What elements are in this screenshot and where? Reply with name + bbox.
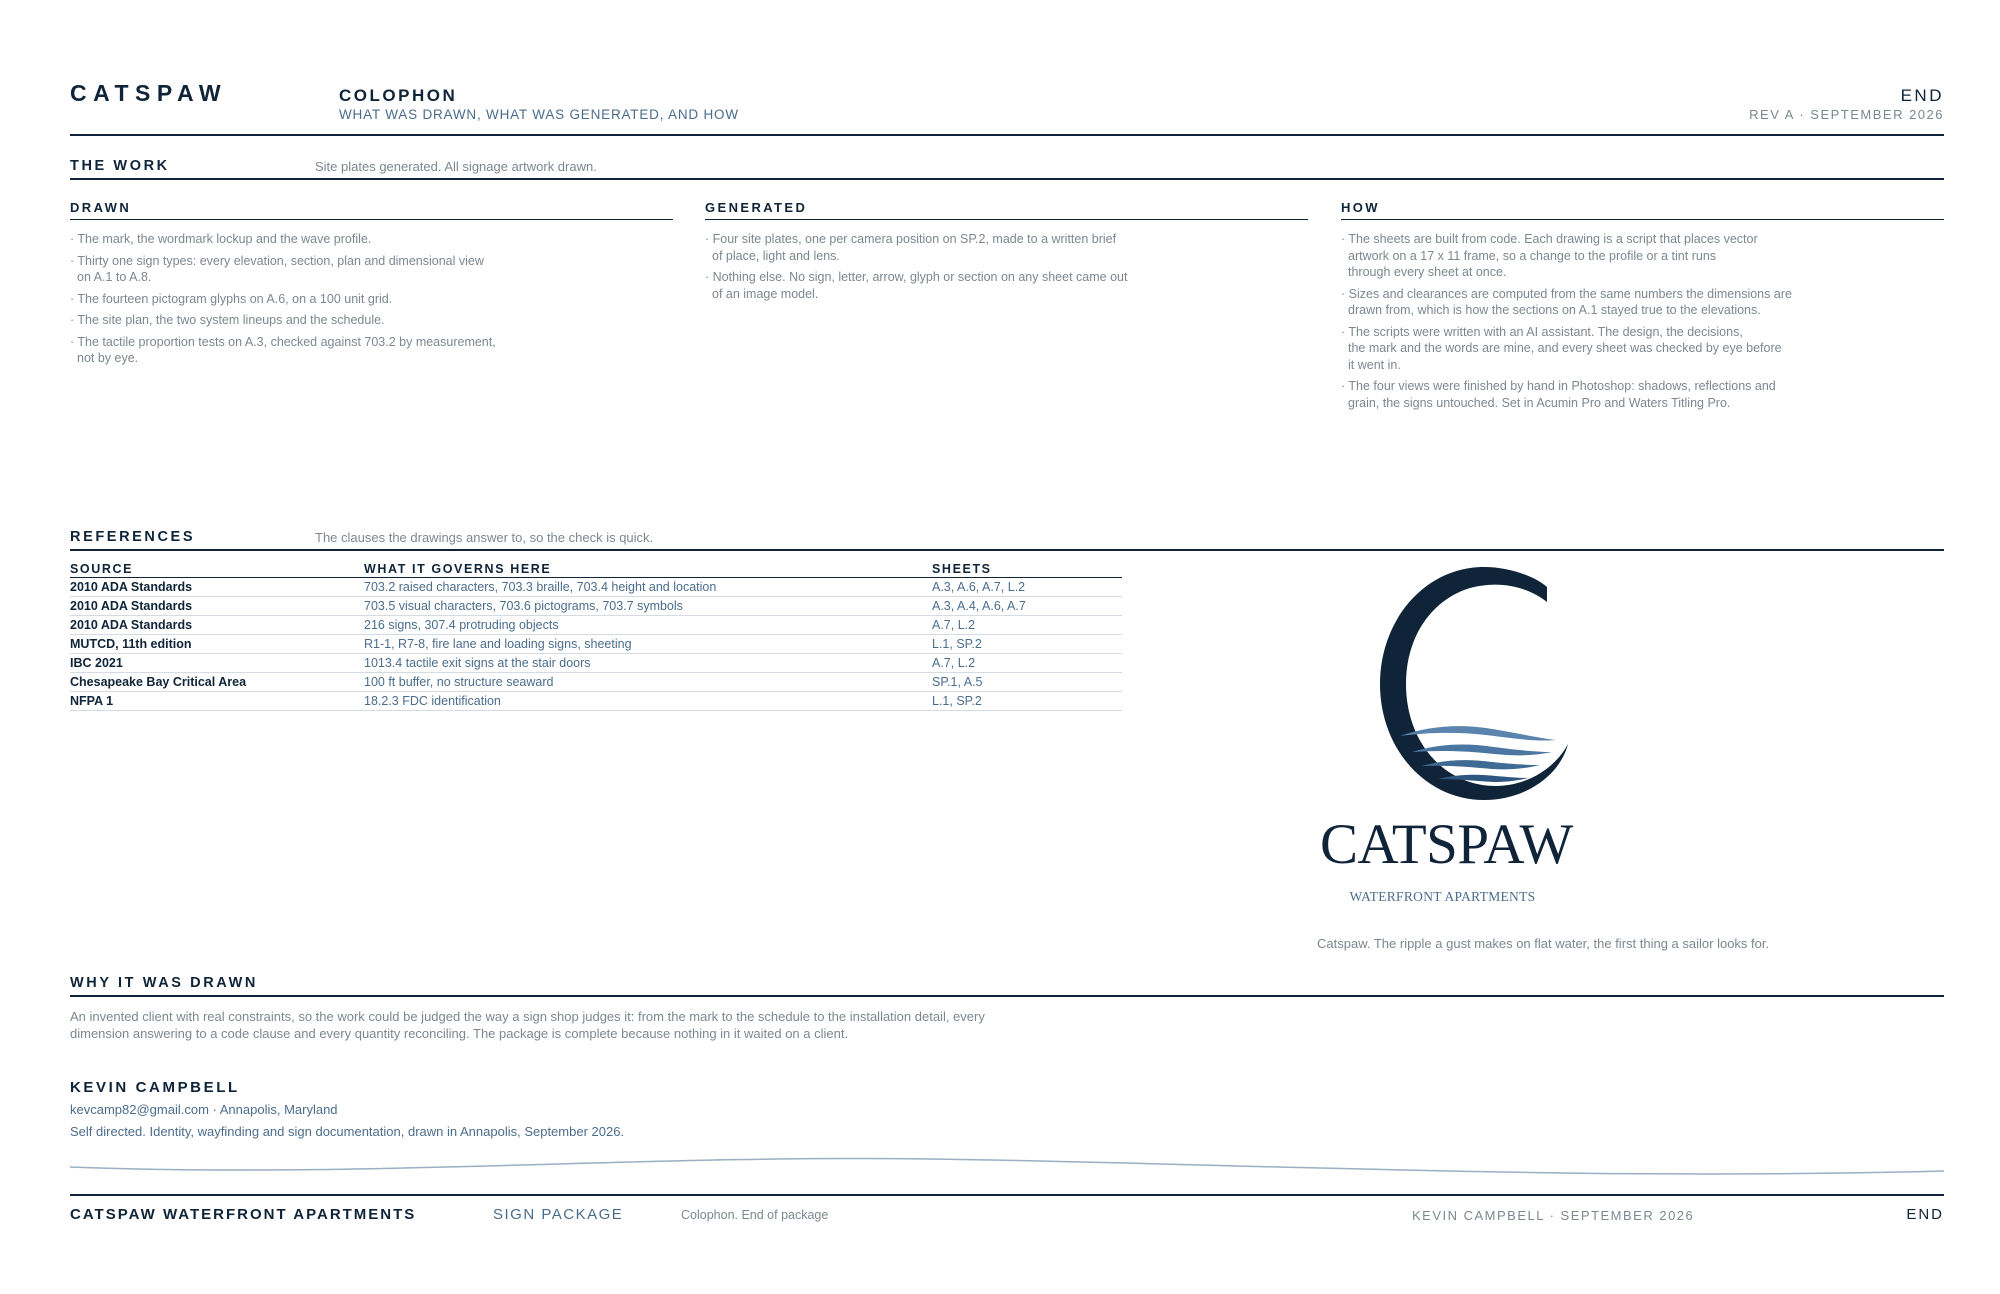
column-header-source: SOURCE (70, 562, 364, 578)
footer-note: Colophon. End of package (681, 1208, 829, 1222)
the-work-note: Site plates generated. All signage artwork drawn. (315, 159, 597, 174)
footer-project-title: CATSPAW WATERFRONT APARTMENTS (70, 1206, 417, 1223)
drawn-column (70, 200, 673, 372)
list-item: · The fourteen pictogram glyphs on A.6, on a 100 unit grid. (70, 291, 393, 306)
logo-wave (1400, 726, 1556, 740)
table-row (70, 654, 1122, 673)
references-table (70, 562, 1122, 711)
author-contact: kevcamp82@gmail.com · Annapolis, Maryland (70, 1102, 338, 1117)
sheets-cell: A.7, L.2 (932, 654, 1122, 673)
references-rule (70, 549, 1944, 551)
logo-tagline: WATERFRONT APARTMENTS (1349, 889, 1536, 904)
governs-cell: 703.2 raised characters, 703.3 braille, 703.4 height and location (364, 578, 932, 597)
table-header-row (70, 562, 1122, 578)
author-name: KEVIN CAMPBELL (70, 1079, 240, 1096)
source-cell: NFPA 1 (70, 692, 364, 711)
brand-name: CATSPAW (70, 80, 228, 106)
catspaw-logo-mark (1310, 560, 1600, 810)
table-row (70, 673, 1122, 692)
source-cell: IBC 2021 (70, 654, 364, 673)
governs-cell: 100 ft buffer, no structure seaward (364, 673, 932, 692)
table-row (70, 578, 1122, 597)
sheets-cell: SP.1, A.5 (932, 673, 1122, 692)
sheet-subtitle: WHAT WAS DRAWN, WHAT WAS GENERATED, AND HOW (339, 107, 739, 122)
governs-cell: 216 signs, 307.4 protruding objects (364, 616, 932, 635)
list-item: · Sizes and clearances are computed from the same numbers the dimensions are drawn from, which is how the sections on A.1 stayed true to the elevations. (1341, 286, 1792, 317)
governs-cell: 1013.4 tactile exit signs at the stair doors (364, 654, 932, 673)
how-column (1341, 200, 1944, 416)
author-description: Self directed. Identity, wayfinding and sign documentation, drawn in Annapolis, September 2026. (70, 1124, 625, 1139)
list-item: · The site plan, the two system lineups and the schedule. (70, 313, 385, 327)
list-item: · Thirty one sign types: every elevation, section, plan and dimensional view on A.1 to A.8. (70, 253, 484, 284)
list-item: · The tactile proportion tests on A.3, checked against 703.2 by measurement, not by eye. (70, 334, 496, 365)
source-cell: Chesapeake Bay Critical Area (70, 673, 364, 692)
sheets-cell: A.7, L.2 (932, 616, 1122, 635)
governs-cell: 18.2.3 FDC identification (364, 692, 932, 711)
generated-list (705, 231, 1308, 302)
why-rule (70, 995, 1944, 997)
header-rule (70, 134, 1944, 136)
sheet-id: END (1900, 86, 1944, 105)
revision-label: REV A · SEPTEMBER 2026 (1749, 107, 1944, 122)
table-row (70, 635, 1122, 654)
table-row (70, 616, 1122, 635)
source-cell: 2010 ADA Standards (70, 616, 364, 635)
governs-cell: 703.5 visual characters, 703.6 pictograms, 703.7 symbols (364, 597, 932, 616)
references-heading: REFERENCES (70, 529, 196, 545)
logo-caption: Catspaw. The ripple a gust makes on flat water, the first thing a sailor looks for. (1317, 936, 1770, 951)
governs-cell: R1-1, R7-8, fire lane and loading signs, sheeting (364, 635, 932, 654)
source-cell: MUTCD, 11th edition (70, 635, 364, 654)
footer-rule (70, 1194, 1944, 1196)
how-list (1341, 231, 1944, 411)
sheets-cell: L.1, SP.2 (932, 635, 1122, 654)
sheets-cell: A.3, A.6, A.7, L.2 (932, 578, 1122, 597)
source-cell: 2010 ADA Standards (70, 597, 364, 616)
the-work-heading: THE WORK (70, 158, 170, 174)
list-item: · The four views were finished by hand in Photoshop: shadows, reflections and grain, the signs untouched. Set in Acumin Pro and Waters Titling Pro. (1341, 379, 1776, 410)
decorative-wave-line (70, 1150, 1944, 1180)
table-row (70, 692, 1122, 711)
logo-wave (1412, 744, 1552, 755)
list-item: · The scripts were written with an AI assistant. The design, the decisions, the mark and the words are mine, and every sheet was checked by eye before it went in. (1341, 324, 1782, 372)
why-body-text: An invented client with real constraints, so the work could be judged the way a sign shop judges it: from the mark to the schedule to the installation detail, every dimension answering to a code clause and every quantity reconciling. The package is complete because nothing in it waited on a client. (70, 1009, 985, 1041)
the-work-rule (70, 178, 1944, 180)
list-item: · The sheets are built from code. Each drawing is a script that places vector artwork on a 17 x 11 frame, so a change to the profile or a tint runs through every sheet at once. (1341, 232, 1758, 279)
how-heading: HOW (1341, 200, 1944, 220)
list-item: · The mark, the wordmark lockup and the wave profile. (70, 232, 372, 246)
list-item: · Nothing else. No sign, letter, arrow, glyph or section on any sheet came out of an image model. (705, 270, 1128, 301)
drawn-list (70, 231, 673, 367)
sheets-cell: L.1, SP.2 (932, 692, 1122, 711)
column-header-governs: WHAT IT GOVERNS HERE (364, 562, 932, 578)
list-item: · Four site plates, one per camera position on SP.2, made to a written brief of place, light and lens. (705, 232, 1117, 263)
drawn-heading: DRAWN (70, 200, 673, 220)
table-row (70, 597, 1122, 616)
sheets-cell: A.3, A.4, A.6, A.7 (932, 597, 1122, 616)
logo-wordmark: CATSPAW (1320, 813, 1573, 876)
source-cell: 2010 ADA Standards (70, 578, 364, 597)
references-note: The clauses the drawings answer to, so the check is quick. (315, 530, 654, 545)
why-heading: WHY IT WAS DRAWN (70, 975, 258, 991)
footer-package-label: SIGN PACKAGE (493, 1206, 624, 1223)
generated-column (705, 200, 1308, 307)
column-header-sheets: SHEETS (932, 562, 1122, 578)
footer-author-date: KEVIN CAMPBELL · SEPTEMBER 2026 (1412, 1208, 1695, 1223)
sheet-title: COLOPHON (339, 86, 458, 105)
footer-sheet-id: END (1906, 1206, 1944, 1223)
generated-heading: GENERATED (705, 200, 1308, 220)
